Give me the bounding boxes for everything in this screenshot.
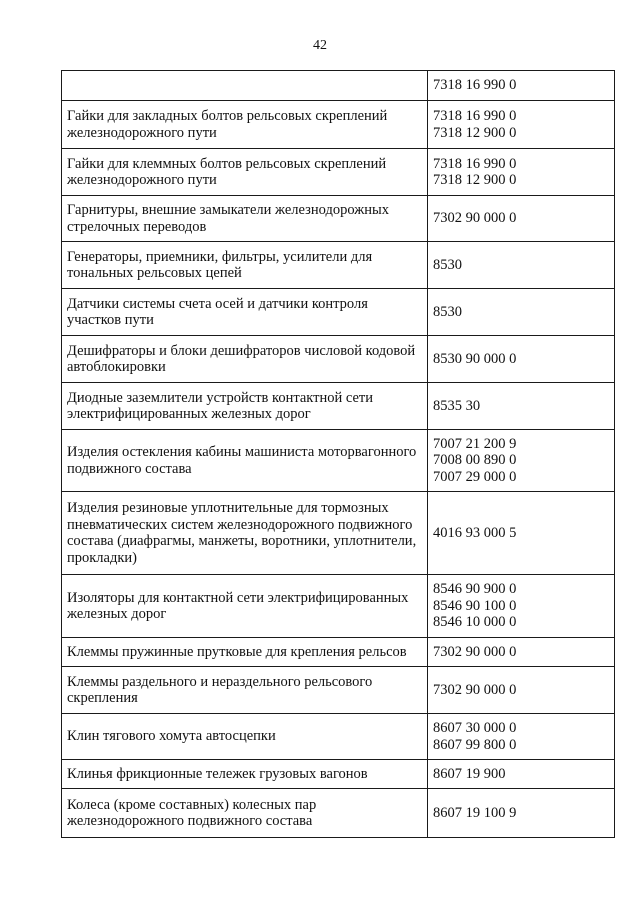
tnved-code: 7318 12 900 0 [433, 172, 517, 188]
tnved-code: 8530 [433, 256, 462, 273]
table-body [62, 71, 615, 838]
tnved-code: 8607 19 100 9 [433, 804, 517, 821]
product-name-cell [62, 71, 428, 101]
tnved-code: 8546 90 900 0 [433, 581, 517, 598]
tnved-code: 7302 90 000 0 [433, 643, 517, 660]
tnved-code: 8607 99 800 0 [433, 736, 517, 753]
table-row [62, 430, 615, 492]
tnved-code-cell [428, 289, 615, 336]
product-name-cell: Клеммы пружинные прутковые для крепления рельсов [62, 638, 428, 667]
tnved-code: 8535 30 [433, 397, 481, 414]
table-row [62, 101, 615, 149]
product-name-cell: Клин тягового хомута автосцепки [62, 714, 428, 760]
tnved-code: 8607 19 900 [433, 765, 506, 782]
table-row [62, 667, 615, 714]
product-name-cell: Колеса (кроме составных) колесных пар железнодорожного подвижного состава [62, 789, 428, 838]
tnved-code-cell [428, 101, 615, 149]
tnved-code: 7318 16 990 0 [433, 155, 517, 172]
tnved-code-cell [428, 714, 615, 760]
table-row [62, 638, 615, 667]
tnved-code: 8546 10 000 0 [433, 614, 517, 631]
tnved-code-cell [428, 242, 615, 289]
tnved-code-cell [428, 492, 615, 575]
tnved-code-cell [428, 149, 615, 196]
tnved-code: 8530 90 000 0 [433, 350, 517, 367]
tnved-code-cell [428, 71, 615, 101]
tnved-code: 7318 12 900 0 [433, 124, 517, 141]
product-name-cell: Диодные заземлители устройств контактной сети электрифицированных железных дорог [62, 383, 428, 430]
table-row [62, 149, 615, 196]
table-row [62, 336, 615, 383]
tnved-code-cell [428, 336, 615, 383]
table-row [62, 71, 615, 101]
product-name-cell: Датчики системы счета осей и датчики контроля участков пути [62, 289, 428, 336]
tnved-code: 8607 30 000 0 [433, 720, 517, 736]
tnved-code: 8546 90 100 0 [433, 597, 517, 614]
table-row [62, 492, 615, 575]
table-row [62, 289, 615, 336]
tnved-code: 7318 16 990 0 [433, 108, 517, 124]
product-name-cell: Дешифраторы и блоки дешифраторов числовой кодовой автоблокировки [62, 336, 428, 383]
tnved-code-cell [428, 638, 615, 667]
product-name-cell: Клеммы раздельного и нераздельного рельсового скрепления [62, 667, 428, 714]
table-row [62, 789, 615, 838]
tnved-code: 7007 21 200 9 [433, 435, 517, 452]
table-row [62, 196, 615, 242]
tnved-code-cell [428, 196, 615, 242]
table-row [62, 714, 615, 760]
product-name-cell: Генераторы, приемники, фильтры, усилители для тональных рельсовых цепей [62, 242, 428, 289]
page-number: 42 [313, 38, 327, 53]
table-row [62, 242, 615, 289]
product-name-cell: Изделия остекления кабины машиниста моторвагонного подвижного состава [62, 430, 428, 492]
product-name-cell: Изделия резиновые уплотнительные для тормозных пневматических систем железнодорожного подвижного состава (диафрагмы, манжеты, воротники, уплотнители, прокладки) [62, 492, 428, 575]
tnved-code-cell [428, 760, 615, 789]
product-name-cell: Гайки для закладных болтов рельсовых скреплений железнодорожного пути [62, 101, 428, 149]
tnved-code-cell [428, 789, 615, 838]
tnved-code-cell [428, 430, 615, 492]
tnved-code: 8530 [433, 303, 462, 320]
tnved-code-cell [428, 667, 615, 714]
tnved-code-cell [428, 575, 615, 638]
product-name-cell: Изоляторы для контактной сети электрифицированных железных дорог [62, 575, 428, 638]
product-name-cell: Клинья фрикционные тележек грузовых вагонов [62, 760, 428, 789]
table-row [62, 383, 615, 430]
product-name-cell: Гайки для клеммных болтов рельсовых скреплений железнодорожного пути [62, 149, 428, 196]
tnved-code: 7318 16 990 0 [433, 77, 517, 94]
tnved-code-cell [428, 383, 615, 430]
table-row [62, 760, 615, 789]
tnved-code: 7302 90 000 0 [433, 210, 517, 227]
goods-code-table [61, 70, 615, 838]
table-row [62, 575, 615, 638]
tnved-code: 4016 93 000 5 [433, 524, 517, 541]
tnved-code: 7008 00 890 0 [433, 452, 517, 469]
product-name-cell: Гарнитуры, внешние замыкатели железнодорожных стрелочных переводов [62, 196, 428, 242]
tnved-code: 7302 90 000 0 [433, 681, 517, 698]
tnved-code: 7007 29 000 0 [433, 468, 517, 485]
